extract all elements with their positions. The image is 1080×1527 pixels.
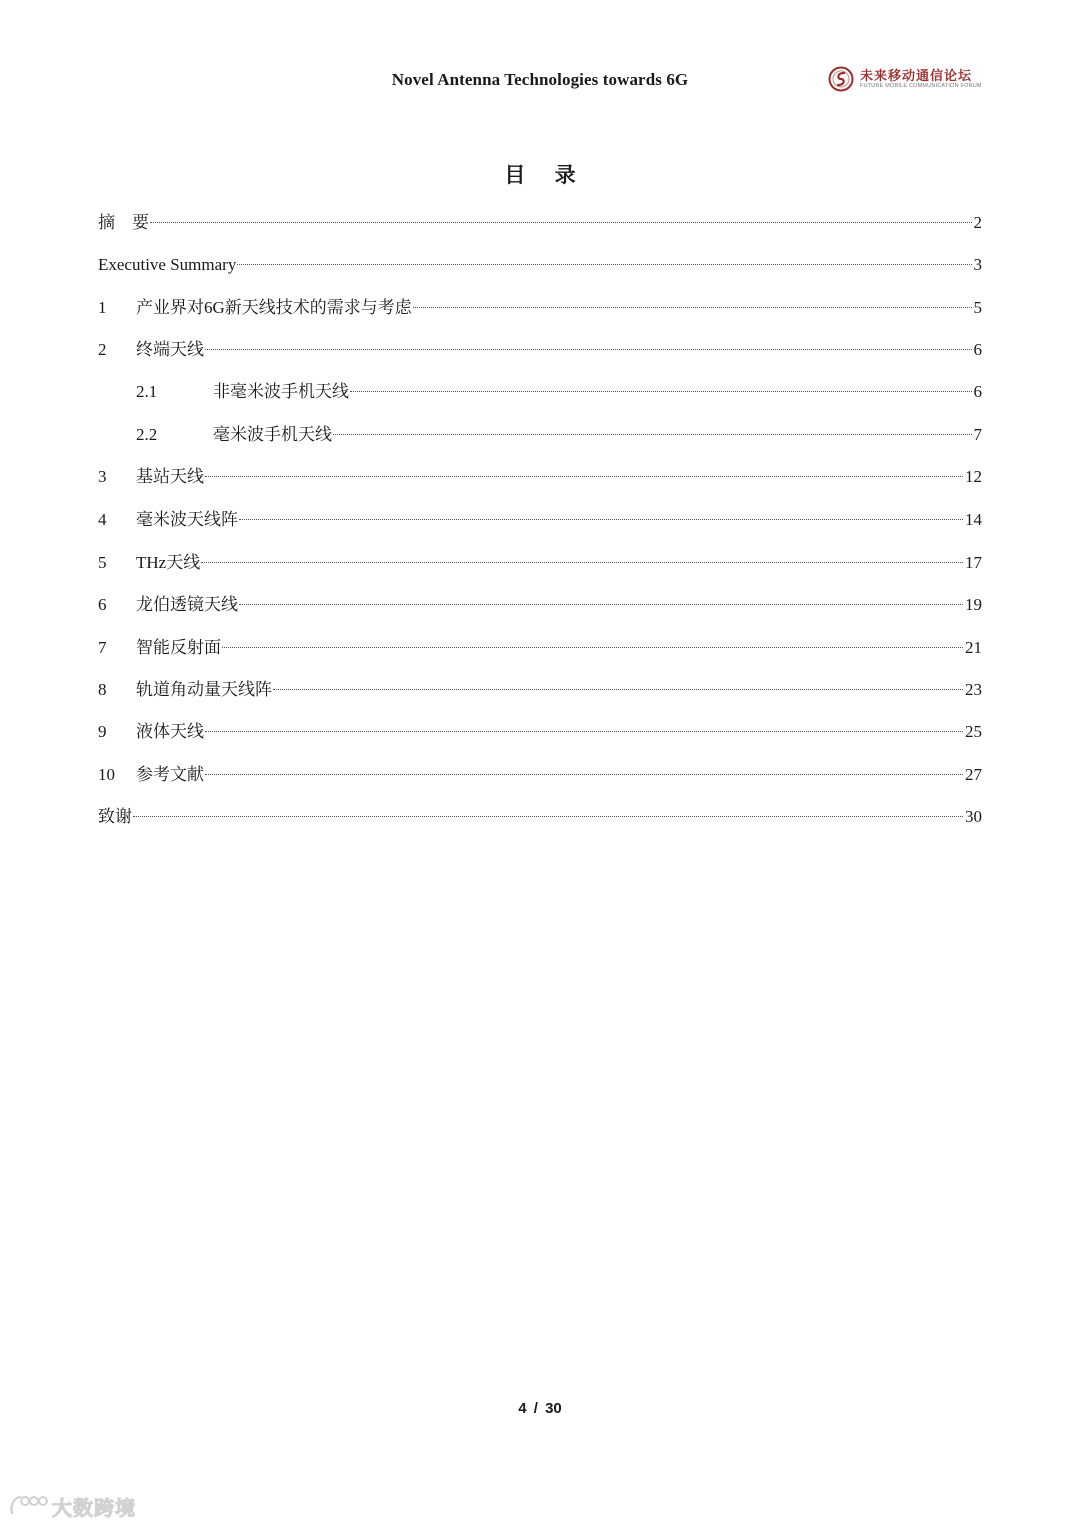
toc-entry-number: 10 [98, 765, 115, 784]
forum-logo [828, 64, 982, 96]
toc-entry-number: 6 [98, 595, 107, 614]
toc-entry-page: 7 [973, 425, 982, 444]
toc-entry-title: 毫米波手机天线 [213, 425, 332, 444]
toc-entry-number: 8 [98, 680, 107, 699]
forum-emblem-icon [828, 66, 854, 92]
toc-entry[interactable] [98, 802, 982, 832]
page-number-indicator: 4 / 30 [518, 1400, 562, 1417]
toc-entry-number: 1 [98, 298, 107, 317]
toc-entry-page: 19 [965, 595, 982, 614]
toc-entry-title: THz天线 [136, 553, 201, 572]
toc-dot-leader [350, 391, 972, 392]
toc-dot-leader [201, 562, 963, 563]
toc-dot-leader [333, 434, 972, 435]
toc-entry[interactable] [98, 760, 982, 790]
toc-dot-leader [150, 222, 972, 223]
toc-entry[interactable] [98, 633, 982, 663]
toc-entry-page: 14 [965, 510, 982, 529]
toc-entry[interactable] [98, 675, 982, 705]
watermark-text: 大数跨境 [52, 1495, 136, 1520]
toc-dot-leader [239, 604, 963, 605]
toc-entry-title: 龙伯透镜天线 [136, 595, 238, 614]
toc-entry-page: 12 [965, 467, 982, 486]
toc-entry-title: 轨道角动量天线阵 [136, 680, 272, 699]
toc-entry-page: 2 [973, 213, 982, 232]
toc-entry-title: Executive Summary [98, 255, 237, 274]
toc-entry[interactable] [98, 335, 982, 365]
toc-entry-number: 7 [98, 638, 107, 657]
toc-entry-title: 摘 要 [98, 213, 149, 232]
toc-entry[interactable] [98, 293, 982, 323]
toc-entry[interactable] [98, 548, 982, 578]
toc-dot-leader [205, 774, 963, 775]
forum-logo-chinese-name: 未来移动通信论坛 [860, 69, 973, 84]
toc-entry-page: 25 [965, 722, 982, 741]
toc-entry[interactable] [98, 717, 982, 747]
toc-entry[interactable] [98, 505, 982, 535]
toc-dot-leader [222, 647, 963, 648]
toc-entry-title: 参考文献 [136, 765, 204, 784]
forum-logo-english-name: FUTURE MOBILE COMMUNICATION FORUM [860, 83, 982, 89]
watermark [8, 1491, 136, 1521]
toc-dot-leader [205, 731, 963, 732]
toc-dot-leader [205, 349, 972, 350]
toc-entry-page: 23 [965, 680, 982, 699]
toc-entry-number: 3 [98, 467, 107, 486]
watermark-logo-icon [8, 1493, 48, 1519]
toc-entry-page: 17 [965, 553, 982, 572]
toc-entry-title: 终端天线 [136, 340, 204, 359]
document-header-title: Novel Antenna Technologies towards 6G [391, 70, 689, 89]
toc-dot-leader [273, 689, 963, 690]
toc-entry-title: 致谢 [98, 807, 132, 826]
toc-entry-number: 4 [98, 510, 107, 529]
toc-subentry[interactable] [136, 377, 982, 407]
toc-entry-title: 产业界对6G新天线技术的需求与考虑 [136, 298, 412, 317]
toc-entry-title: 智能反射面 [136, 638, 221, 657]
toc-entry[interactable] [98, 208, 982, 238]
toc-entry-title: 基站天线 [136, 467, 204, 486]
toc-entry-number: 2 [98, 340, 107, 359]
toc-entry[interactable] [98, 462, 982, 492]
toc-entry-title: 毫米波天线阵 [136, 510, 238, 529]
toc-dot-leader [237, 264, 971, 265]
toc-entry-page: 5 [973, 298, 982, 317]
toc-entry-number: 2.1 [136, 382, 158, 401]
toc-entry-page: 27 [965, 765, 982, 784]
toc-dot-leader [205, 476, 963, 477]
toc-entry-page: 6 [973, 382, 982, 401]
toc-subentry[interactable] [136, 420, 982, 450]
toc-entry-title: 液体天线 [136, 722, 204, 741]
toc-entry-page: 30 [965, 807, 982, 826]
toc-entry-number: 2.2 [136, 425, 158, 444]
toc-entry-number: 9 [98, 722, 107, 741]
toc-dot-leader [239, 519, 963, 520]
toc-dot-leader [133, 816, 963, 817]
toc-entry-title: 非毫米波手机天线 [213, 382, 349, 401]
toc-entry[interactable] [98, 590, 982, 620]
toc-dot-leader [413, 307, 972, 308]
toc-entry-page: 6 [973, 340, 982, 359]
toc-entry-number: 5 [98, 553, 107, 572]
toc-heading: 目 录 [504, 163, 576, 187]
toc-entry-page: 21 [965, 638, 982, 657]
toc-entry-page: 3 [973, 255, 982, 274]
toc-entry[interactable] [98, 250, 982, 280]
